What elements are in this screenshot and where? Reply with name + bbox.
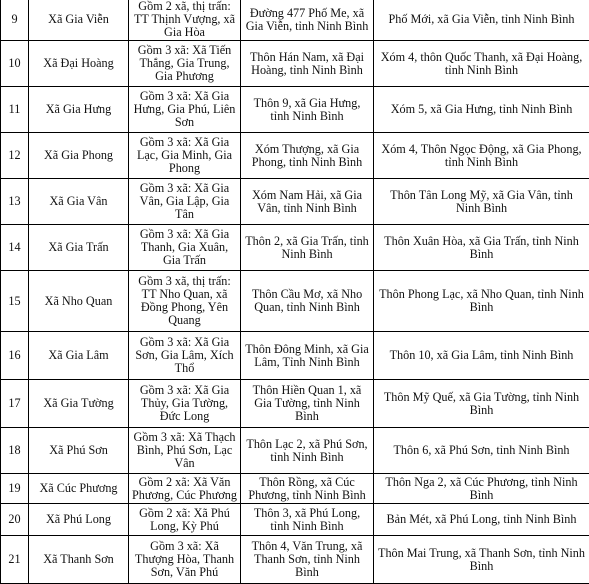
table-row <box>1 380 589 428</box>
commune-name-cell: Xã Gia Trấn <box>29 225 129 271</box>
table-row <box>1 133 589 179</box>
row-number-cell: 18 <box>1 428 29 474</box>
table-row <box>1 271 589 332</box>
row-number-cell: 15 <box>1 271 29 332</box>
new-headquarters-cell: Thôn 6, xã Phú Sơn, tỉnh Ninh Bình <box>374 428 589 474</box>
headquarters-cell: Xóm Thượng, xã Gia Phong, tỉnh Ninh Bình <box>241 133 374 179</box>
headquarters-cell: Xóm Nam Hải, xã Gia Vân, tỉnh Ninh Bình <box>241 179 374 225</box>
commune-name-cell: Xã Gia Vân <box>29 179 129 225</box>
commune-name-cell: Xã Gia Phong <box>29 133 129 179</box>
row-number-cell: 19 <box>1 474 29 504</box>
row-number-cell: 16 <box>1 332 29 380</box>
headquarters-cell: Thôn 9, xã Gia Hưng, tỉnh Ninh Bình <box>241 87 374 133</box>
merged-units-cell: Gồm 3 xã: Xã Gia Lạc, Gia Minh, Gia Phong <box>129 133 241 179</box>
merged-units-cell: Gồm 3 xã: Xã Gia Thanh, Gia Xuân, Gia Trấn <box>129 225 241 271</box>
headquarters-cell: Thôn 2, xã Gia Trấn, tỉnh Ninh Bình <box>241 225 374 271</box>
new-headquarters-cell: Thôn Phong Lạc, xã Nho Quan, tỉnh Ninh Bình <box>374 271 589 332</box>
commune-name-cell: Xã Cúc Phương <box>29 474 129 504</box>
new-headquarters-cell: Thôn 10, xã Gia Lâm, tỉnh Ninh Bình <box>374 332 589 380</box>
row-number-cell: 13 <box>1 179 29 225</box>
new-headquarters-cell: Xóm 5, xã Gia Hưng, tỉnh Ninh Bình <box>374 87 589 133</box>
merged-units-cell: Gồm 3 xã: Xã Tiến Thắng, Gia Trung, Gia Phương <box>129 41 241 87</box>
row-number-cell: 12 <box>1 133 29 179</box>
merged-units-cell: Gồm 3 xã: Xã Gia Vân, Gia Lập, Gia Tân <box>129 179 241 225</box>
merged-units-cell: Gồm 2 xã: Xã Văn Phương, Cúc Phương <box>129 474 241 504</box>
commune-name-cell: Xã Gia Hưng <box>29 87 129 133</box>
merged-units-cell: Gồm 3 xã: Xã Thượng Hòa, Thanh Sơn, Văn Phú <box>129 536 241 584</box>
merged-units-cell: Gồm 2 xã, thị trấn: TT Thịnh Vượng, xã Gia Hòa <box>129 0 241 41</box>
headquarters-cell: Thôn 3, xã Phú Long, tỉnh Ninh Bình <box>241 504 374 536</box>
new-headquarters-cell: Thôn Xuân Hòa, xã Gia Trấn, tỉnh Ninh Bình <box>374 225 589 271</box>
new-headquarters-cell: Phố Mới, xã Gia Viễn, tỉnh Ninh Bình <box>374 0 589 41</box>
commune-name-cell: Xã Phú Sơn <box>29 428 129 474</box>
headquarters-cell: Đường 477 Phố Me, xã Gia Viễn, tỉnh Ninh Bình <box>241 0 374 41</box>
new-headquarters-cell: Thôn Tân Long Mỹ, xã Gia Vân, tỉnh Ninh Bình <box>374 179 589 225</box>
headquarters-cell: Thôn 4, Văn Trung, xã Thanh Sơn, tỉnh Ninh Bình <box>241 536 374 584</box>
table-row <box>1 179 589 225</box>
headquarters-cell: Thôn Hiền Quan 1, xã Gia Tường, tỉnh Ninh Bình <box>241 380 374 428</box>
new-headquarters-cell: Thôn Nga 2, xã Cúc Phương, tỉnh Ninh Bình <box>374 474 589 504</box>
merged-units-cell: Gồm 3 xã, thị trấn: TT Nho Quan, xã Đồng Phong, Yên Quang <box>129 271 241 332</box>
headquarters-cell: Thôn Rồng, xã Cúc Phương, tỉnh Ninh Bình <box>241 474 374 504</box>
headquarters-cell: Thôn Hán Nam, xã Đại Hoàng, tỉnh Ninh Bình <box>241 41 374 87</box>
headquarters-cell: Thôn Cầu Mơ, xã Nho Quan, tỉnh Ninh Bình <box>241 271 374 332</box>
commune-name-cell: Xã Nho Quan <box>29 271 129 332</box>
new-headquarters-cell: Xóm 4, thôn Quốc Thanh, xã Đại Hoàng, tỉnh Ninh Bình <box>374 41 589 87</box>
table-row <box>1 536 589 584</box>
row-number-cell: 11 <box>1 87 29 133</box>
commune-name-cell: Xã Đại Hoàng <box>29 41 129 87</box>
headquarters-cell: Thôn Lạc 2, xã Phú Sơn, tỉnh Ninh Bình <box>241 428 374 474</box>
table-row <box>1 225 589 271</box>
merged-units-cell: Gồm 3 xã: Xã Gia Thủy, Gia Tường, Đức Long <box>129 380 241 428</box>
commune-name-cell: Xã Gia Lâm <box>29 332 129 380</box>
row-number-cell: 21 <box>1 536 29 584</box>
merged-units-cell: Gồm 3 xã: Xã Gia Sơn, Gia Lâm, Xích Thổ <box>129 332 241 380</box>
row-number-cell: 10 <box>1 41 29 87</box>
table-row <box>1 474 589 504</box>
new-headquarters-cell: Xóm 4, Thôn Ngọc Động, xã Gia Phong, tỉnh Ninh Bình <box>374 133 589 179</box>
row-number-cell: 9 <box>1 0 29 41</box>
merged-units-cell: Gồm 3 xã: Xã Thạch Bình, Phú Sơn, Lạc Vân <box>129 428 241 474</box>
new-headquarters-cell: Thôn Mỹ Quế, xã Gia Tường, tỉnh Ninh Bình <box>374 380 589 428</box>
table-row <box>1 332 589 380</box>
row-number-cell: 17 <box>1 380 29 428</box>
row-number-cell: 14 <box>1 225 29 271</box>
merged-units-cell: Gồm 3 xã: Xã Gia Hưng, Gia Phú, Liên Sơn <box>129 87 241 133</box>
headquarters-cell: Thôn Đông Minh, xã Gia Lâm, Tỉnh Ninh Bình <box>241 332 374 380</box>
row-number-cell: 20 <box>1 504 29 536</box>
commune-name-cell: Xã Thanh Sơn <box>29 536 129 584</box>
table-row <box>1 0 589 41</box>
table-body <box>1 0 589 584</box>
new-headquarters-cell: Bản Mét, xã Phú Long, tỉnh Ninh Bình <box>374 504 589 536</box>
table-row <box>1 428 589 474</box>
table-row <box>1 504 589 536</box>
commune-name-cell: Xã Gia Tường <box>29 380 129 428</box>
merged-units-cell: Gồm 2 xã: Xã Phú Long, Kỳ Phú <box>129 504 241 536</box>
commune-name-cell: Xã Gia Viễn <box>29 0 129 41</box>
table-row <box>1 41 589 87</box>
commune-name-cell: Xã Phú Long <box>29 504 129 536</box>
new-headquarters-cell: Thôn Mai Trung, xã Thanh Sơn, tỉnh Ninh Bình <box>374 536 589 584</box>
table-row <box>1 87 589 133</box>
